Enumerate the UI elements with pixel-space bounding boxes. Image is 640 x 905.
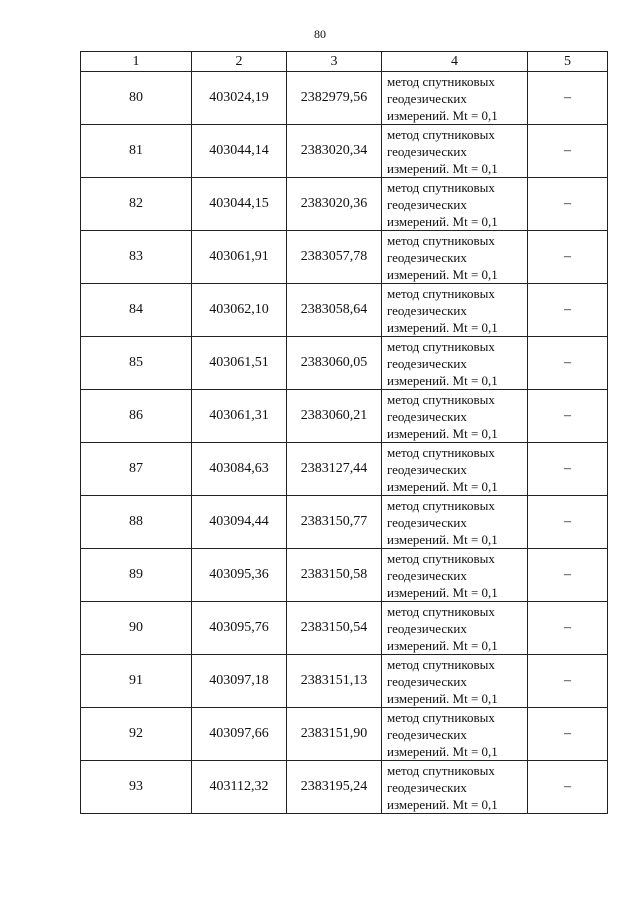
table-row — [81, 708, 608, 761]
method-line: метод спутниковых — [387, 709, 495, 725]
method-cell — [382, 178, 528, 231]
table-row — [81, 284, 608, 337]
table-row — [81, 390, 608, 443]
point-number-cell: 87 — [81, 443, 192, 496]
point-number-cell: 93 — [81, 761, 192, 814]
note-cell: – — [528, 655, 608, 708]
column-header-5: 5 — [528, 52, 608, 72]
point-number-cell: 91 — [81, 655, 192, 708]
method-line: геодезических — [387, 567, 467, 583]
method-cell — [382, 602, 528, 655]
method-line: геодезических — [387, 620, 467, 636]
method-line: метод спутниковых — [387, 391, 495, 407]
method-line: измерений. Mt = 0,1 — [387, 213, 498, 229]
table-row — [81, 496, 608, 549]
method-line: геодезических — [387, 143, 467, 159]
note-cell: – — [528, 761, 608, 814]
note-cell: – — [528, 443, 608, 496]
method-cell — [382, 496, 528, 549]
x-coordinate-cell: 403061,31 — [192, 390, 287, 443]
method-line: измерений. Mt = 0,1 — [387, 690, 498, 706]
method-line: измерений. Mt = 0,1 — [387, 319, 498, 335]
table-row — [81, 72, 608, 125]
method-line: измерений. Mt = 0,1 — [387, 425, 498, 441]
note-cell: – — [528, 125, 608, 178]
point-number-cell: 80 — [81, 72, 192, 125]
table-row — [81, 602, 608, 655]
method-cell — [382, 72, 528, 125]
y-coordinate-cell: 2383151,90 — [287, 708, 382, 761]
table-row — [81, 125, 608, 178]
coordinates-table — [80, 51, 608, 814]
method-line: геодезических — [387, 726, 467, 742]
note-cell: – — [528, 337, 608, 390]
table-row — [81, 337, 608, 390]
x-coordinate-cell: 403061,51 — [192, 337, 287, 390]
x-coordinate-cell: 403044,15 — [192, 178, 287, 231]
note-cell: – — [528, 549, 608, 602]
y-coordinate-cell: 2383150,54 — [287, 602, 382, 655]
table-row — [81, 443, 608, 496]
method-line: геодезических — [387, 90, 467, 106]
point-number-cell: 81 — [81, 125, 192, 178]
method-line: метод спутниковых — [387, 762, 495, 778]
y-coordinate-cell: 2383151,13 — [287, 655, 382, 708]
table-row — [81, 178, 608, 231]
method-cell — [382, 443, 528, 496]
method-line: метод спутниковых — [387, 338, 495, 354]
method-line: измерений. Mt = 0,1 — [387, 531, 498, 547]
method-cell — [382, 549, 528, 602]
method-cell — [382, 390, 528, 443]
note-cell: – — [528, 284, 608, 337]
y-coordinate-cell: 2382979,56 — [287, 72, 382, 125]
x-coordinate-cell: 403097,66 — [192, 708, 287, 761]
page-number: 80 — [314, 27, 326, 41]
note-cell: – — [528, 72, 608, 125]
method-line: метод спутниковых — [387, 550, 495, 566]
method-line: метод спутниковых — [387, 126, 495, 142]
point-number-cell: 84 — [81, 284, 192, 337]
method-line: метод спутниковых — [387, 179, 495, 195]
note-cell: – — [528, 178, 608, 231]
note-cell: – — [528, 390, 608, 443]
method-line: измерений. Mt = 0,1 — [387, 372, 498, 388]
method-line: измерений. Mt = 0,1 — [387, 637, 498, 653]
column-header-4: 4 — [382, 52, 528, 72]
note-cell: – — [528, 496, 608, 549]
point-number-cell: 83 — [81, 231, 192, 284]
note-cell: – — [528, 602, 608, 655]
method-line: геодезических — [387, 196, 467, 212]
method-line: геодезических — [387, 302, 467, 318]
x-coordinate-cell: 403097,18 — [192, 655, 287, 708]
note-cell: – — [528, 708, 608, 761]
point-number-cell: 82 — [81, 178, 192, 231]
method-line: геодезических — [387, 461, 467, 477]
header-row — [81, 52, 608, 72]
table-row — [81, 549, 608, 602]
method-line: метод спутниковых — [387, 285, 495, 301]
point-number-cell: 92 — [81, 708, 192, 761]
x-coordinate-cell: 403084,63 — [192, 443, 287, 496]
table-row — [81, 231, 608, 284]
method-cell — [382, 231, 528, 284]
method-line: измерений. Mt = 0,1 — [387, 478, 498, 494]
point-number-cell: 86 — [81, 390, 192, 443]
method-line: измерений. Mt = 0,1 — [387, 107, 498, 123]
x-coordinate-cell: 403062,10 — [192, 284, 287, 337]
x-coordinate-cell: 403061,91 — [192, 231, 287, 284]
y-coordinate-cell: 2383150,58 — [287, 549, 382, 602]
method-cell — [382, 761, 528, 814]
y-coordinate-cell: 2383127,44 — [287, 443, 382, 496]
y-coordinate-cell: 2383020,36 — [287, 178, 382, 231]
method-line: геодезических — [387, 408, 467, 424]
column-header-2: 2 — [192, 52, 287, 72]
column-header-1: 1 — [81, 52, 192, 72]
x-coordinate-cell: 403112,32 — [192, 761, 287, 814]
method-line: метод спутниковых — [387, 444, 495, 460]
table-row — [81, 655, 608, 708]
x-coordinate-cell: 403095,76 — [192, 602, 287, 655]
x-coordinate-cell: 403044,14 — [192, 125, 287, 178]
method-line: метод спутниковых — [387, 497, 495, 513]
method-line: измерений. Mt = 0,1 — [387, 743, 498, 759]
y-coordinate-cell: 2383058,64 — [287, 284, 382, 337]
y-coordinate-cell: 2383195,24 — [287, 761, 382, 814]
method-line: метод спутниковых — [387, 656, 495, 672]
method-line: измерений. Mt = 0,1 — [387, 266, 498, 282]
method-cell — [382, 125, 528, 178]
method-cell — [382, 337, 528, 390]
y-coordinate-cell: 2383060,21 — [287, 390, 382, 443]
method-line: метод спутниковых — [387, 232, 495, 248]
method-line: геодезических — [387, 514, 467, 530]
point-number-cell: 85 — [81, 337, 192, 390]
method-line: геодезических — [387, 355, 467, 371]
y-coordinate-cell: 2383060,05 — [287, 337, 382, 390]
table-body — [81, 72, 608, 814]
method-line: измерений. Mt = 0,1 — [387, 584, 498, 600]
y-coordinate-cell: 2383150,77 — [287, 496, 382, 549]
method-line: геодезических — [387, 673, 467, 689]
method-line: геодезических — [387, 779, 467, 795]
x-coordinate-cell: 403095,36 — [192, 549, 287, 602]
method-line: измерений. Mt = 0,1 — [387, 160, 498, 176]
table-row — [81, 761, 608, 814]
method-cell — [382, 708, 528, 761]
method-line: метод спутниковых — [387, 73, 495, 89]
method-line: измерений. Mt = 0,1 — [387, 796, 498, 812]
point-number-cell: 90 — [81, 602, 192, 655]
x-coordinate-cell: 403024,19 — [192, 72, 287, 125]
y-coordinate-cell: 2383020,34 — [287, 125, 382, 178]
method-line: метод спутниковых — [387, 603, 495, 619]
method-line: геодезических — [387, 249, 467, 265]
note-cell: – — [528, 231, 608, 284]
x-coordinate-cell: 403094,44 — [192, 496, 287, 549]
point-number-cell: 89 — [81, 549, 192, 602]
column-header-3: 3 — [287, 52, 382, 72]
y-coordinate-cell: 2383057,78 — [287, 231, 382, 284]
point-number-cell: 88 — [81, 496, 192, 549]
method-cell — [382, 284, 528, 337]
method-cell — [382, 655, 528, 708]
